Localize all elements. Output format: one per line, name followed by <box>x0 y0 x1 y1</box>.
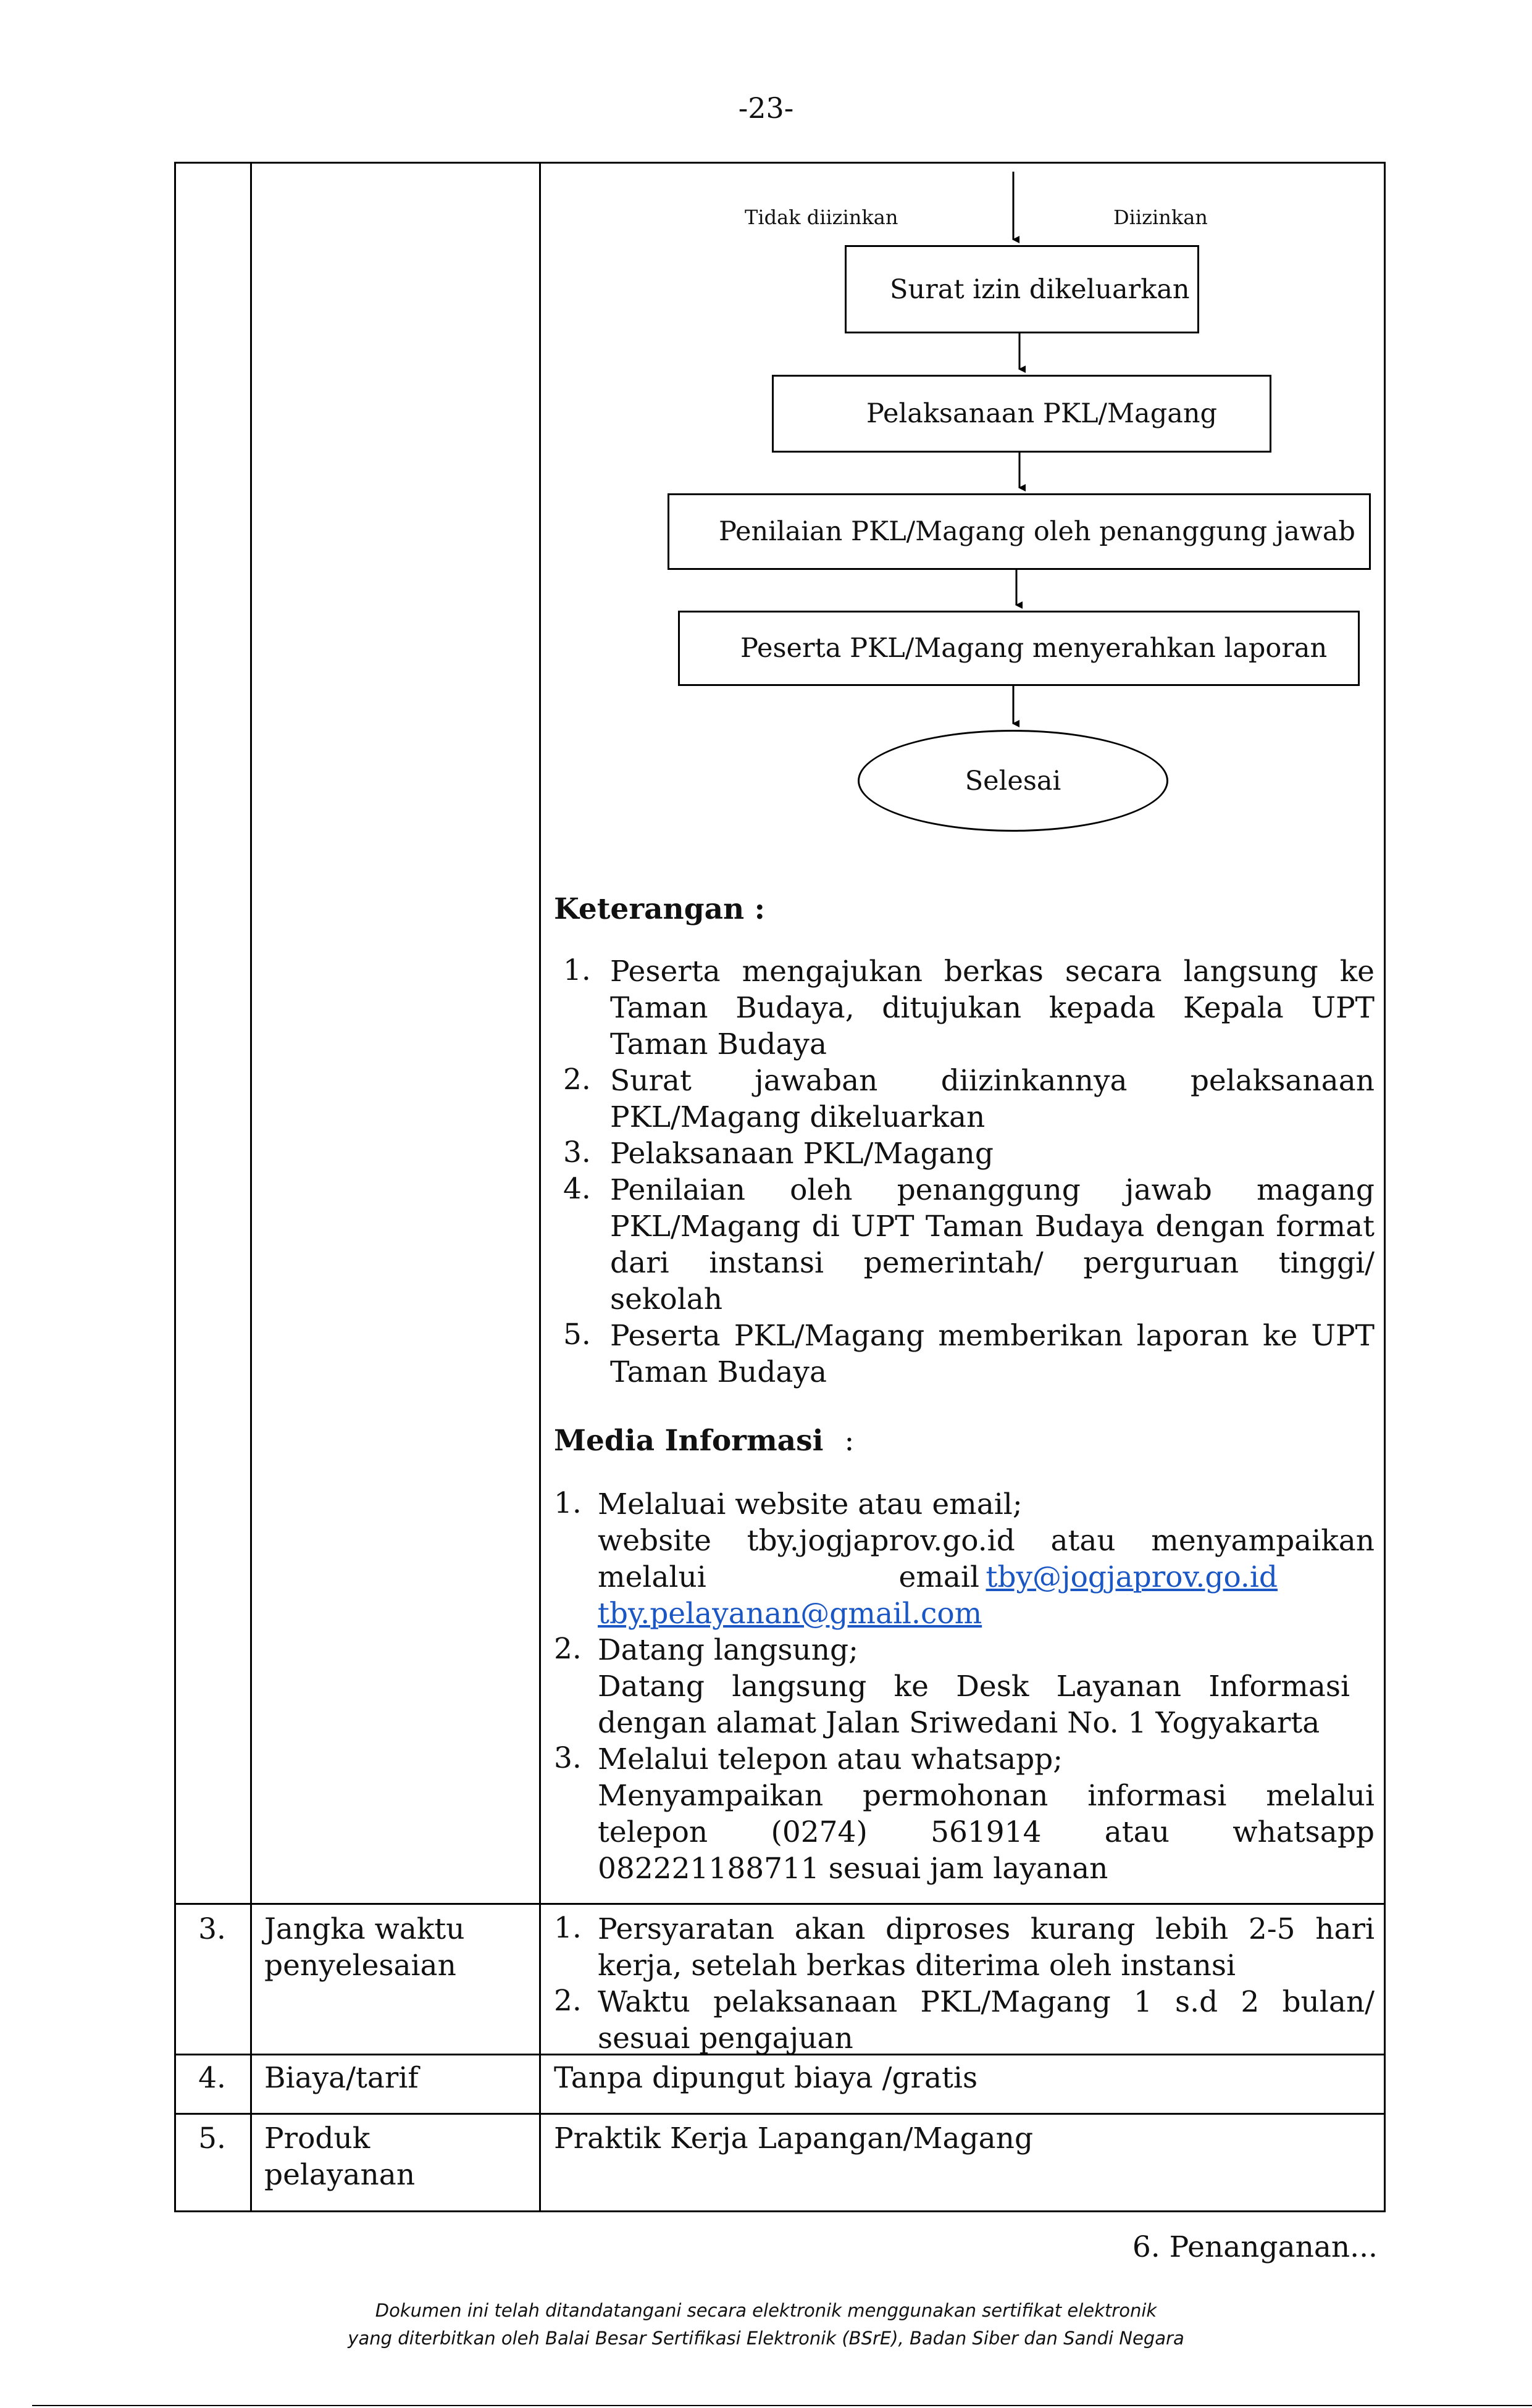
list-item-number: 1. <box>554 1486 582 1520</box>
row-number: 5. <box>198 2122 226 2155</box>
keterangan-heading: Keterangan : <box>554 892 765 926</box>
flow-step-permit-issued <box>845 245 1199 333</box>
footer-line-2: yang diterbitkan oleh Balai Besar Sertifikasi Elektronik (BSrE), Badan Siber dan Sandi Negara <box>348 2328 1184 2349</box>
email-link-tby[interactable]: tby@jogjaprov.go.id <box>986 1560 1278 1594</box>
email-link-pelayanan[interactable]: tby.pelayanan@gmail.com <box>598 1597 982 1631</box>
list-item-number: 1. <box>563 953 591 987</box>
list-item: Pelaksanaan PKL/Magang <box>610 1137 994 1171</box>
list-item: Penilaian oleh penanggung jawab magang PKL/Magang di UPT Taman Budaya dengan format dari instansi pemerintah/ perguruan tinggi/ sekolah <box>610 1173 1375 1316</box>
flow-step-assessment <box>668 493 1371 570</box>
list-item-number: 1. <box>554 1911 582 1945</box>
list-item-number: 4. <box>563 1172 591 1206</box>
flow-step-report <box>678 611 1360 686</box>
list-item-number: 2. <box>554 1632 582 1666</box>
branch-label-not-allowed: Tidak diizinkan <box>745 206 898 229</box>
footer-line-1: Dokumen ini telah ditandatangani secara elektronik menggunakan sertifikat elektronik <box>375 2300 1157 2321</box>
list-item: Datang langsung; Datang langsung ke Desk Layanan Informasi dengan alamat Jalan Sriwedani No. 1 Yogyakarta <box>598 1633 1350 1740</box>
flow-step-label: Peserta PKL/Magang menyerahkan laporan <box>740 633 1328 664</box>
list-item-number: 3. <box>554 1741 582 1775</box>
list-item-number: 2. <box>554 1984 582 2018</box>
page-continuation: 6. Penanganan... <box>1132 2230 1378 2264</box>
list-item: Peserta mengajukan berkas secara langsung ke Taman Budaya, ditujukan kepada Kepala UPT Taman Budaya <box>610 955 1375 1061</box>
row-label: Produk pelayanan <box>264 2122 416 2192</box>
list-item: Melaluai website atau email; website tby.jogjaprov.go.id atau menyampaikan melalui email tby@jogjaprov.go.id tby.pelayanan@gmail.com <box>598 1487 1375 1631</box>
list-item: Melalui telepon atau whatsapp; Menyampaikan permohonan informasi melalui telepon (0274) 561914 atau whatsapp 082221188711 sesuai jam layanan <box>598 1742 1375 1886</box>
flow-end-label: Selesai <box>965 765 1061 796</box>
list-item: Persyaratan akan diproses kurang lebih 2-5 hari kerja, setelah berkas diterima oleh instansi <box>598 1912 1375 1983</box>
row-value: Praktik Kerja Lapangan/Magang <box>554 2122 1034 2155</box>
footer-rule <box>32 2405 1532 2406</box>
flow-step-label: Pelaksanaan PKL/Magang <box>866 398 1218 429</box>
media-heading: Media Informasi : <box>554 1424 855 1458</box>
flow-end-oval <box>858 730 1168 832</box>
list-item-number: 5. <box>563 1318 591 1352</box>
list-item: Peserta PKL/Magang memberikan laporan ke UPT Taman Budaya <box>610 1319 1375 1389</box>
list-item-number: 3. <box>563 1135 591 1169</box>
branch-label-allowed: Diizinkan <box>1113 206 1208 229</box>
list-item: Surat jawaban diizinkannya pelaksanaan PKL/Magang dikeluarkan <box>610 1064 1375 1134</box>
flow-step-label: Penilaian PKL/Magang oleh penanggung jawab <box>719 516 1355 547</box>
flow-step-implementation <box>772 375 1271 453</box>
page-number: -23- <box>738 91 794 125</box>
row-number: 4. <box>198 2061 226 2095</box>
row-number: 3. <box>198 1912 226 1946</box>
row-value: Tanpa dipungut biaya /gratis <box>554 2061 978 2095</box>
row-label: Biaya/tarif <box>264 2061 419 2095</box>
list-item: Waktu pelaksanaan PKL/Magang 1 s.d 2 bulan/ sesuai pengajuan <box>598 1985 1375 2055</box>
row-label: Jangka waktu penyelesaian <box>264 1912 465 1983</box>
list-item-number: 2. <box>563 1063 591 1097</box>
flow-step-label: Surat izin dikeluarkan <box>890 274 1190 305</box>
